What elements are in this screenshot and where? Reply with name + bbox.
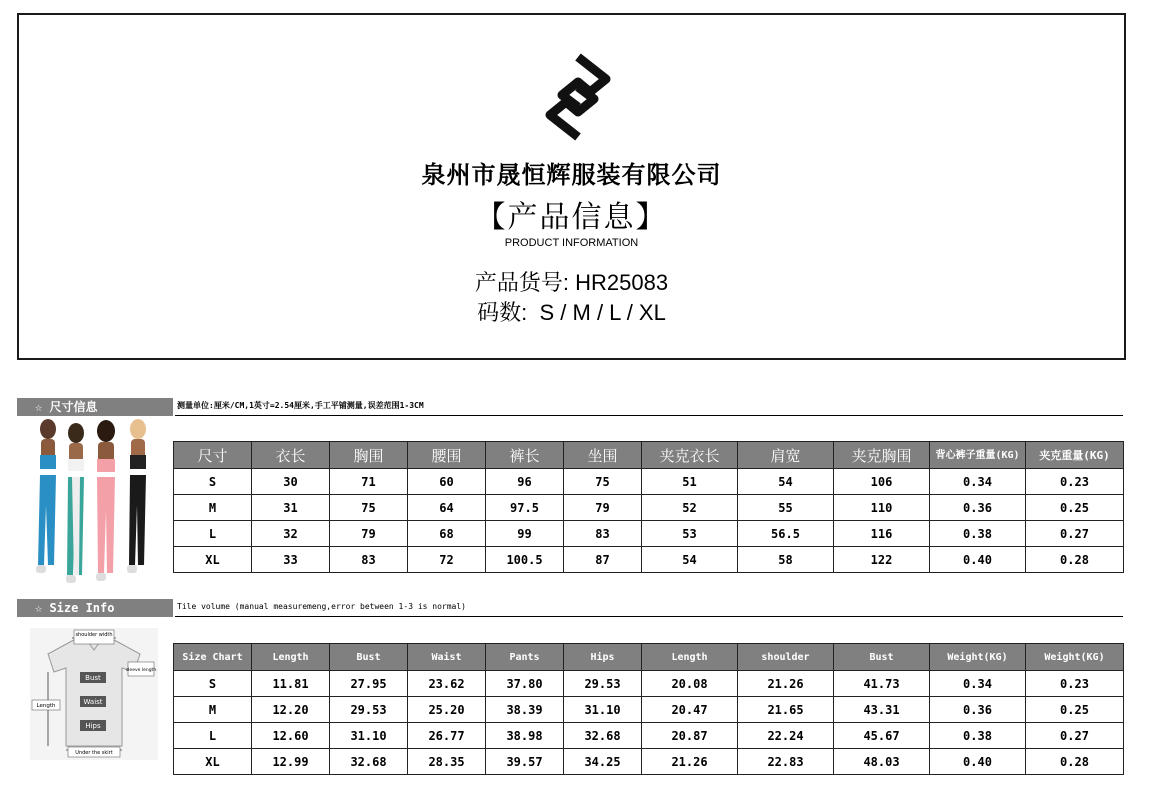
column-header: 背心裤子重量(KG) xyxy=(930,442,1026,469)
sku-value: HR25083 xyxy=(575,270,669,295)
table-cell: 37.80 xyxy=(486,671,564,697)
column-header: Size Chart xyxy=(174,644,252,671)
table-cell: 11.81 xyxy=(252,671,330,697)
table-cell: 106 xyxy=(834,469,930,495)
models-photo xyxy=(28,415,163,590)
table-cell: 29.53 xyxy=(564,671,642,697)
table-cell: 32 xyxy=(252,521,330,547)
sku-label: 产品货号: xyxy=(474,270,570,295)
table-cell: 110 xyxy=(834,495,930,521)
table-cell: 0.38 xyxy=(930,723,1026,749)
table-cell: 60 xyxy=(408,469,486,495)
table-cell: 48.03 xyxy=(834,749,930,775)
column-header: Length xyxy=(642,644,738,671)
column-header: Bust xyxy=(330,644,408,671)
column-header: 坐围 xyxy=(564,442,642,469)
table-cell: 26.77 xyxy=(408,723,486,749)
table-cell: 0.27 xyxy=(1026,723,1124,749)
column-header: shoulder xyxy=(738,644,834,671)
table-row xyxy=(174,723,1124,749)
size-table-cn xyxy=(173,441,1124,573)
table-cell: 12.99 xyxy=(252,749,330,775)
column-header: Hips xyxy=(564,644,642,671)
table-cell: 27.95 xyxy=(330,671,408,697)
diagram-label-length: Length xyxy=(36,703,56,709)
table-cell: 32.68 xyxy=(330,749,408,775)
table-cell: 0.23 xyxy=(1026,671,1124,697)
table-cell: 0.36 xyxy=(930,697,1026,723)
table-cell: 31.10 xyxy=(564,697,642,723)
table-header-row xyxy=(174,644,1124,671)
column-header: 胸围 xyxy=(330,442,408,469)
diagram-label-under: Under the skirt xyxy=(75,750,113,756)
table-cell: M xyxy=(174,495,252,521)
table-cell: 12.20 xyxy=(252,697,330,723)
table-cell: 43.31 xyxy=(834,697,930,723)
size-label: 码数: xyxy=(477,300,528,325)
table-cell: 20.47 xyxy=(642,697,738,723)
table-cell: 23.62 xyxy=(408,671,486,697)
table-row xyxy=(174,697,1124,723)
diagram-label-sleeve: sleeve length xyxy=(125,668,157,673)
table-cell: 116 xyxy=(834,521,930,547)
table-cell: 75 xyxy=(330,495,408,521)
header-card xyxy=(17,13,1126,360)
company-logo-icon xyxy=(540,49,616,145)
table-cell: 0.25 xyxy=(1026,697,1124,723)
table-cell: 28.35 xyxy=(408,749,486,775)
table-cell: 79 xyxy=(330,521,408,547)
table-cell: 0.36 xyxy=(930,495,1026,521)
table-cell: 41.73 xyxy=(834,671,930,697)
table-cell: 0.40 xyxy=(930,547,1026,573)
table-cell: 68 xyxy=(408,521,486,547)
table-cell: 58 xyxy=(738,547,834,573)
table-cell: L xyxy=(174,521,252,547)
section-title-cn: ☆ 尺寸信息 xyxy=(17,398,173,416)
table-cell: S xyxy=(174,671,252,697)
size-line xyxy=(19,296,1124,327)
column-header: 腰围 xyxy=(408,442,486,469)
column-header: 夹克胸围 xyxy=(834,442,930,469)
table-cell: 96 xyxy=(486,469,564,495)
table-cell: XL xyxy=(174,749,252,775)
table-cell: 20.08 xyxy=(642,671,738,697)
table-cell: 0.28 xyxy=(1026,749,1124,775)
table-cell: S xyxy=(174,469,252,495)
table-cell: 0.25 xyxy=(1026,495,1124,521)
table-cell: 21.65 xyxy=(738,697,834,723)
table-row xyxy=(174,495,1124,521)
table-cell: 122 xyxy=(834,547,930,573)
product-info-title: 【产品信息】 xyxy=(475,200,668,235)
table-cell: 38.39 xyxy=(486,697,564,723)
table-cell: XL xyxy=(174,547,252,573)
table-cell: 0.27 xyxy=(1026,521,1124,547)
table-cell: 0.34 xyxy=(930,469,1026,495)
table-cell: 52 xyxy=(642,495,738,521)
table-cell: 54 xyxy=(642,547,738,573)
table-row xyxy=(174,749,1124,775)
table-cell: 0.23 xyxy=(1026,469,1124,495)
table-cell: 55 xyxy=(738,495,834,521)
table-cell: 22.83 xyxy=(738,749,834,775)
table-cell: 97.5 xyxy=(486,495,564,521)
column-header: 夹克重量(KG) xyxy=(1026,442,1124,469)
table-cell: 51 xyxy=(642,469,738,495)
table-cell: 38.98 xyxy=(486,723,564,749)
table-cell: 54 xyxy=(738,469,834,495)
table-cell: 72 xyxy=(408,547,486,573)
table-cell: M xyxy=(174,697,252,723)
table-cell: 25.20 xyxy=(408,697,486,723)
table-cell: 39.57 xyxy=(486,749,564,775)
column-header: 衣长 xyxy=(252,442,330,469)
diagram-label-hips: Hips xyxy=(85,722,101,730)
table-cell: 12.60 xyxy=(252,723,330,749)
table-cell: 32.68 xyxy=(564,723,642,749)
table-cell: 21.26 xyxy=(642,749,738,775)
table-cell: 83 xyxy=(330,547,408,573)
table-row xyxy=(174,469,1124,495)
table-cell: 20.87 xyxy=(642,723,738,749)
table-cell: 87 xyxy=(564,547,642,573)
table-cell: 21.26 xyxy=(738,671,834,697)
column-header: Weight(KG) xyxy=(930,644,1026,671)
column-header: 裤长 xyxy=(486,442,564,469)
measurement-diagram xyxy=(30,628,158,760)
column-header: 肩宽 xyxy=(738,442,834,469)
table-cell: 100.5 xyxy=(486,547,564,573)
diagram-label-shoulder: shoulder width xyxy=(75,632,113,638)
table-cell: 83 xyxy=(564,521,642,547)
table-cell: 33 xyxy=(252,547,330,573)
table-cell: 79 xyxy=(564,495,642,521)
table-cell: 99 xyxy=(486,521,564,547)
table-row xyxy=(174,547,1124,573)
section-title-en: ☆ Size Info xyxy=(17,599,173,617)
diagram-label-bust: Bust xyxy=(85,674,101,682)
table-cell: 31.10 xyxy=(330,723,408,749)
table-cell: 22.24 xyxy=(738,723,834,749)
table-cell: 30 xyxy=(252,469,330,495)
column-header: 夹克衣长 xyxy=(642,442,738,469)
table-cell: 0.40 xyxy=(930,749,1026,775)
column-header: Bust xyxy=(834,644,930,671)
table-cell: 34.25 xyxy=(564,749,642,775)
table-cell: 31 xyxy=(252,495,330,521)
table-cell: 0.38 xyxy=(930,521,1026,547)
section-note-cn: 测量单位:厘米/CM,1英寸=2.54厘米,手工平铺测量,误差范围1-3CM xyxy=(175,398,1123,416)
size-table-en xyxy=(173,643,1124,775)
table-cell: 75 xyxy=(564,469,642,495)
company-name: 泉州市晟恒辉服装有限公司 xyxy=(421,160,722,189)
table-cell: 29.53 xyxy=(330,697,408,723)
column-header: Length xyxy=(252,644,330,671)
column-header: Weight(KG) xyxy=(1026,644,1124,671)
table-cell: 0.34 xyxy=(930,671,1026,697)
column-header: Waist xyxy=(408,644,486,671)
table-cell: 45.67 xyxy=(834,723,930,749)
table-cell: 64 xyxy=(408,495,486,521)
size-value: S / M / L / XL xyxy=(539,300,666,325)
table-cell: 0.28 xyxy=(1026,547,1124,573)
table-cell: 71 xyxy=(330,469,408,495)
section-note-en: Tile volume (manual measuremeng,error between 1-3 is normal) xyxy=(175,599,1123,617)
product-info-subtitle: PRODUCT INFORMATION xyxy=(504,237,639,249)
table-header-row xyxy=(174,442,1124,469)
table-cell: 56.5 xyxy=(738,521,834,547)
table-cell: 53 xyxy=(642,521,738,547)
sku-line xyxy=(19,266,1124,297)
column-header: Pants xyxy=(486,644,564,671)
table-row xyxy=(174,521,1124,547)
column-header: 尺寸 xyxy=(174,442,252,469)
diagram-label-waist: Waist xyxy=(83,698,103,706)
table-cell: L xyxy=(174,723,252,749)
table-row xyxy=(174,671,1124,697)
